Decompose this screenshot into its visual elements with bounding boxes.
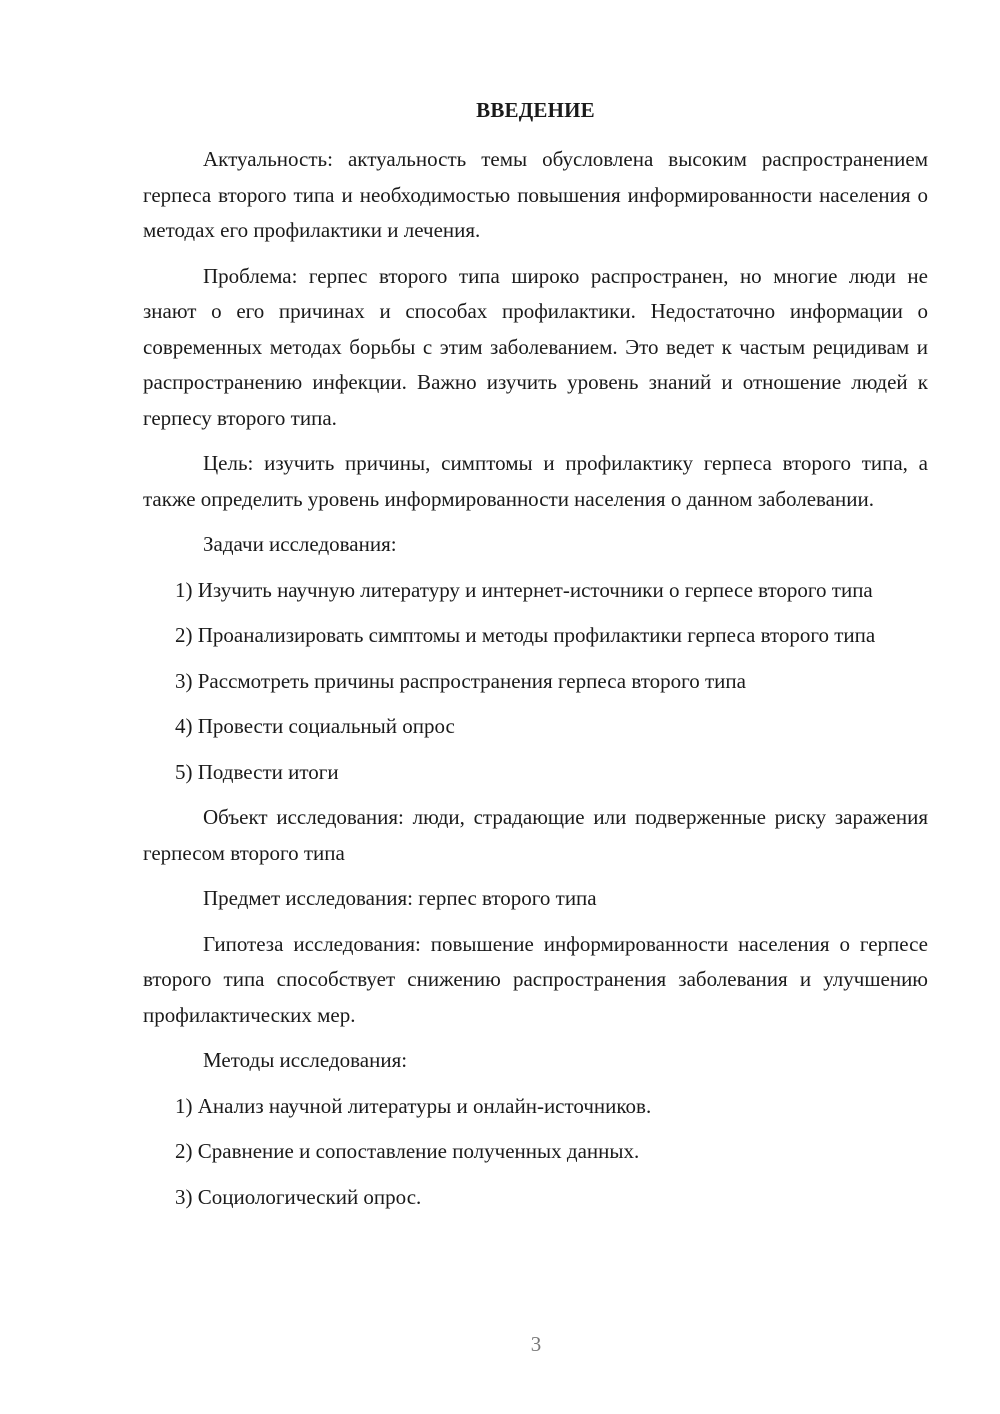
paragraph-problem: Проблема: герпес второго типа широко распространен, но многие люди не знают о его причинах и способах профилактики. Недостаточно информации о современных методах борьбы с этим заболеванием. Это ведет к частым рецидивам и распространению инфекции. Важно изучить уровень знаний и отношение людей к герпесу второго типа. — [143, 263, 928, 430]
task-item-1: 1) Изучить научную литературу и интернет-источники о герпесе второго типа — [175, 577, 873, 602]
paragraph-subject: Предмет исследования: герпес второго типа — [203, 886, 597, 910]
paragraph-hypothesis: Гипотеза исследования: повышение информированности населения о герпесе второго типа способствует снижению распространения заболевания и улучшению профилактических мер. — [143, 931, 928, 1027]
task-item-3: 3) Рассмотреть причины распространения герпеса второго типа — [175, 668, 746, 693]
paragraph-object: Объект исследования: люди, страдающие или подверженные риску заражения герпесом второго типа — [143, 805, 928, 865]
task-item-2: 2) Проанализировать симптомы и методы профилактики герпеса второго типа — [175, 623, 876, 647]
method-item-2: 2) Сравнение и сопоставление полученных данных. — [175, 1139, 640, 1163]
page-title: ВВЕДЕНИЕ — [476, 98, 595, 122]
methods-heading: Методы исследования: — [203, 1048, 408, 1072]
tasks-heading: Задачи исследования: — [203, 532, 397, 556]
document-page — [143, 96, 928, 1225]
method-item-1: 1) Анализ научной литературы и онлайн-источников. — [175, 1093, 652, 1118]
paragraph-relevance: Актуальность: актуальность темы обусловлена высоким распространением герпеса второго типа и необходимостью повышения информированности населения о методах его профилактики и лечения. — [143, 147, 928, 242]
page-number: 3 — [530, 1332, 542, 1356]
method-item-3: 3) Социологический опрос. — [175, 1184, 422, 1209]
paragraph-goal: Цель: изучить причины, симптомы и профилактику герпеса второго типа, а также определить уровень информированности населения о данном заболевании. — [143, 451, 928, 511]
task-item-5: 5) Подвести итоги — [175, 759, 339, 784]
task-item-4: 4) Провести социальный опрос — [175, 714, 455, 738]
